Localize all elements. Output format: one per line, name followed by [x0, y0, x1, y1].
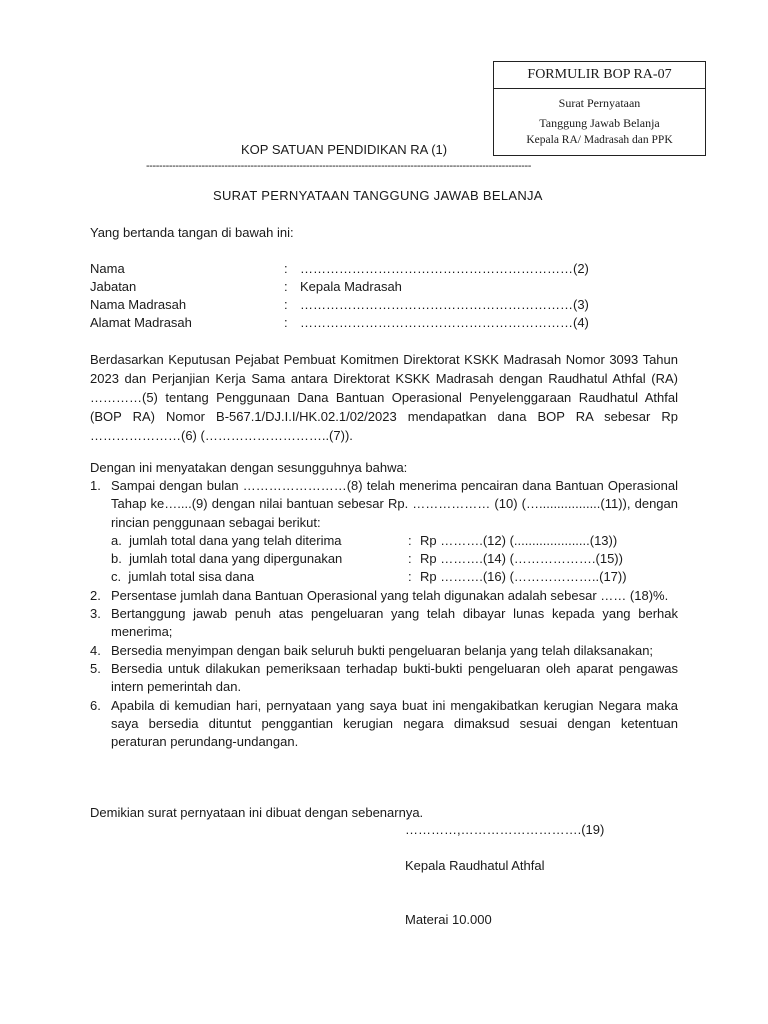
- field-nama-madrasah-colon: :: [284, 297, 288, 312]
- list-item-number: 4.: [90, 642, 101, 658]
- sub-item-label: jumlah total sisa dana: [128, 569, 255, 585]
- sub-item-colon: :: [408, 569, 412, 585]
- sub-item-letter: c.: [111, 569, 122, 585]
- form-code-box: [493, 61, 706, 156]
- list-item-text: Bersedia menyimpan dengan baik seluruh bukti pengeluaran belanja yang telah dilaksanakan;: [111, 642, 654, 658]
- field-nama-madrasah-label: Nama Madrasah: [90, 297, 187, 312]
- closing-statement: Demikian surat pernyataan ini dibuat dengan sebenarnya.: [90, 805, 424, 820]
- list-item-number: 2.: [90, 587, 101, 603]
- list-item: [90, 642, 678, 660]
- sub-item-label: jumlah total dana yang telah diterima: [129, 532, 342, 548]
- field-jabatan-label: Jabatan: [90, 279, 137, 294]
- letterhead-title: KOP SATUAN PENDIDIKAN RA (1): [241, 142, 448, 157]
- sub-item-value: Rp ……….(14) (……………….(15)): [420, 551, 623, 567]
- list-item-text: Bersedia untuk dilakukan pemeriksaan terhadap bukti-bukti pengeluaran oleh aparat pengawas intern pemerintah dan.: [111, 660, 678, 695]
- list-item: [90, 587, 678, 605]
- form-description-line-2: Tanggung Jawab Belanja: [539, 116, 660, 130]
- intro-text: Yang bertanda tangan di bawah ini:: [90, 225, 294, 240]
- field-nama-madrasah-value: ………………………………………………………(3): [300, 297, 589, 312]
- letterhead-divider: ----------------------------------------------------------------------------------------------------------------------: [146, 160, 532, 172]
- field-nama-value: ………………………………………………………(2): [300, 261, 589, 276]
- list-item: [90, 605, 678, 642]
- field-alamat-label: Alamat Madrasah: [90, 315, 192, 330]
- field-jabatan-value: Kepala Madrasah: [300, 279, 402, 294]
- form-description-line-3: Kepala RA/ Madrasah dan PPK: [526, 134, 673, 146]
- place-date: …………,……………………….(19): [405, 822, 605, 837]
- sub-item-value: Rp ……….(12) (.....................(13)): [420, 532, 618, 548]
- sub-item: [90, 568, 678, 586]
- sub-item-colon: :: [408, 532, 412, 548]
- list-item-text: Persentase jumlah dana Bantuan Operasional yang telah digunakan adalah sebesar …… (18)%.: [111, 587, 669, 603]
- list-item-number: 5.: [90, 660, 101, 676]
- list-item-text: Bertanggung jawab penuh atas pengeluaran yang telah dibayar lunas kepada yang berhak menerima;: [111, 606, 678, 640]
- sub-item-colon: :: [408, 551, 412, 567]
- sub-item: [90, 550, 678, 568]
- declaration-list: [90, 477, 678, 751]
- list-item-text: Sampai dengan bulan ……………………(8) telah menerima pencairan dana Bantuan Operasional Tahap ke…....(9) dengan nilai bantuan sebesar Rp. ……………… (10) (….................(11)), dengan rincian penggunaan sebagai berikut:: [111, 478, 678, 530]
- form-description-line-1: Surat Pernyataan: [558, 96, 641, 110]
- form-description: [494, 89, 705, 147]
- list-item: [90, 477, 678, 532]
- basis-paragraph: Berdasarkan Keputusan Pejabat Pembuat Komitmen Direktorat KSKK Madrasah Nomor 3093 Tahun 2023 dan Perjanjian Kerja Sama antara Direktorat KSKK Madrasah dengan Raudhatul Athfal (RA) …………(5) tentang Penggunaan Dana Bantuan Operasional Penyelenggaraan Raudhatul Athfal (BOP RA) Nomor B-567.1/DJ.I.I/HK.02.1/02/2023 mendapatkan dana BOP RA sebesar Rp …………………(6) (………………………..(7)).: [90, 352, 678, 443]
- sub-item-label: jumlah total dana yang dipergunakan: [129, 551, 343, 567]
- document-title: SURAT PERNYATAAN TANGGUNG JAWAB BELANJA: [213, 188, 543, 203]
- sub-item-letter: a.: [111, 532, 122, 548]
- stamp-duty-label: Materai 10.000: [405, 912, 492, 927]
- list-item-number: 1.: [90, 478, 101, 493]
- field-nama-label: Nama: [90, 261, 125, 276]
- form-code: FORMULIR BOP RA-07: [494, 62, 705, 89]
- list-item-number: 6.: [90, 697, 101, 713]
- sub-item-letter: b.: [111, 551, 122, 567]
- field-alamat-colon: :: [284, 315, 288, 330]
- field-alamat-value: ………………………………………………………(4): [300, 315, 589, 330]
- signer-title: Kepala Raudhatul Athfal: [405, 858, 545, 873]
- sub-item: [90, 532, 678, 550]
- declaration-intro: Dengan ini menyatakan dengan sesungguhnya bahwa:: [90, 460, 408, 475]
- list-item: [90, 697, 678, 752]
- field-jabatan-colon: :: [284, 279, 288, 294]
- list-item-text: Apabila di kemudian hari, pernyataan yang saya buat ini mengakibatkan kerugian Negara maka saya bersedia dituntut penggantian kerugian negara dimaksud sesuai dengan ketentuan peraturan perundang-undangan.: [111, 697, 678, 750]
- sub-item-value: Rp ……….(16) (………………..(17)): [420, 569, 627, 585]
- list-item-number: 3.: [90, 606, 101, 622]
- list-item: [90, 660, 678, 697]
- field-nama-colon: :: [284, 261, 288, 276]
